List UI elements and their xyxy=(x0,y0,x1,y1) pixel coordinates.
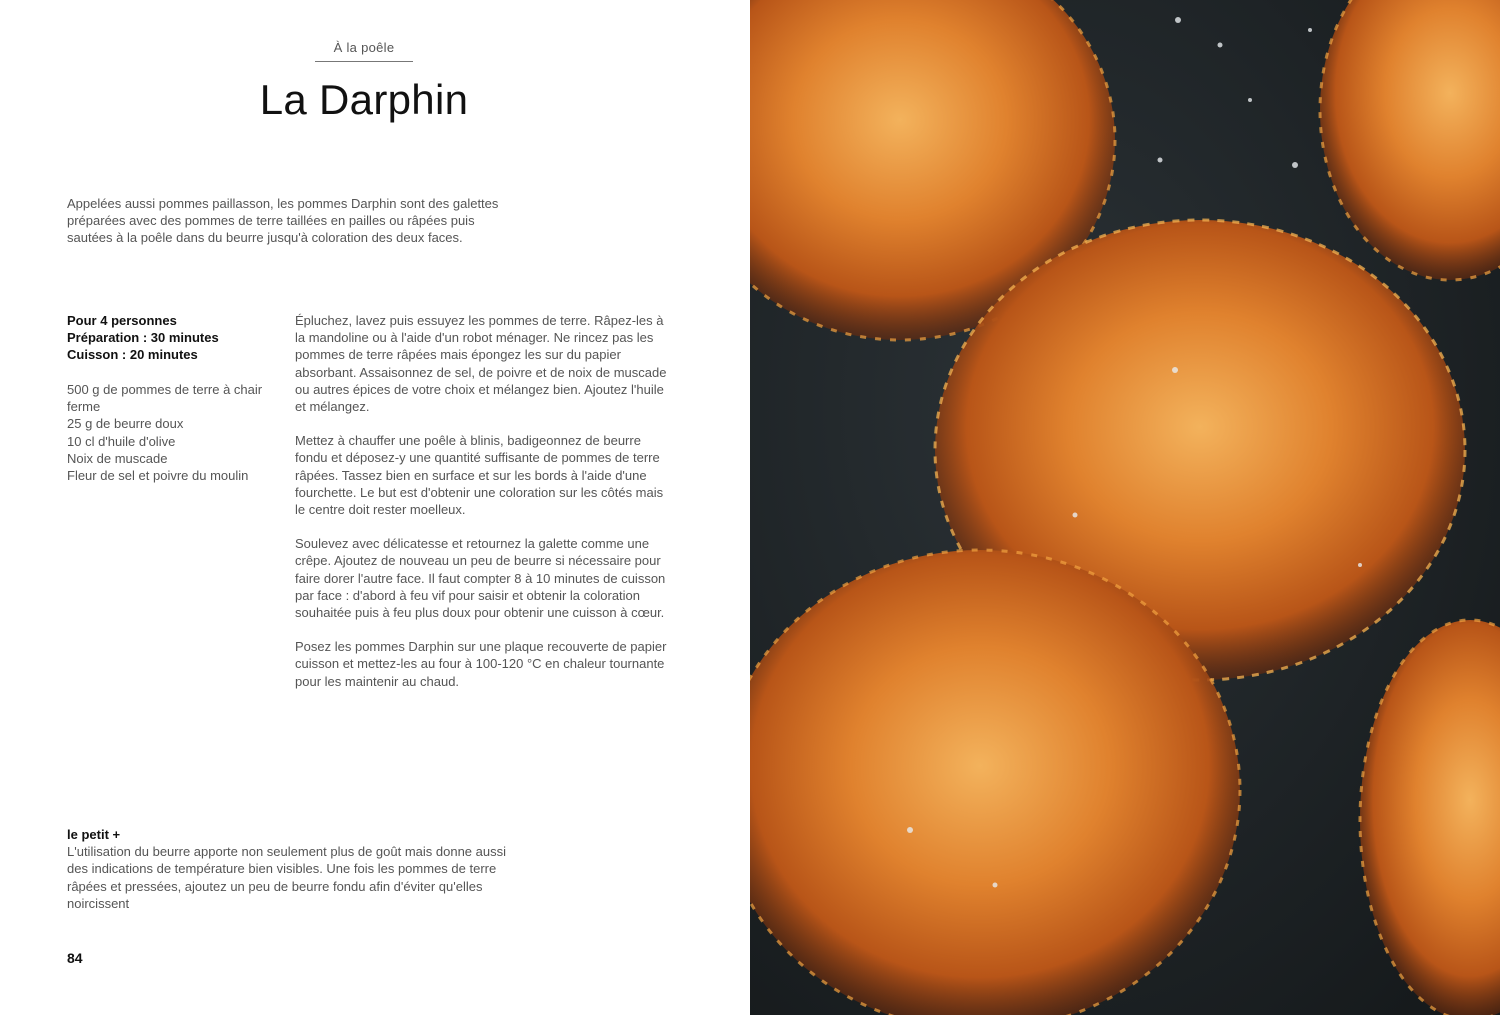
step-paragraph: Mettez à chauffer une poêle à blinis, badigeonnez de beurre fondu et déposez-y une quantité suffisante de pommes de terre râpées. Tassez bien en surface et sur les bords à l'aide d'une fourchette. Le but est d'obtenir une coloration sur les côtés mais le centre doit rester moelleux. xyxy=(295,433,664,518)
step-paragraph: Épluchez, lavez puis essuyez les pommes de terre. Râpez-les à la mandoline ou à l'aide d'un robot ménager. Ne rincez pas les pommes de terre râpées mais épongez les sur du papier absorbant. Assaisonnez de sel, de poivre et de noix de muscade ou autres épices de votre choix et mélangez bien. Ajoutez l'huile et mélangez. xyxy=(295,313,667,415)
food-photo xyxy=(750,0,1500,1015)
ingredient-item: Fleur de sel et poivre du moulin xyxy=(67,468,249,484)
tip-text: L'utilisation du beurre apporte non seulement plus de goût mais donne aussi des indications de température bien visibles. Une fois les pommes de terre râpées et pressées, ajoutez un peu de beurre fondu afin d'éviter qu'elles noircissent xyxy=(67,844,506,911)
tip-box xyxy=(67,826,517,912)
ingredient-item: 10 cl d'huile d'olive xyxy=(67,433,176,449)
recipe-title: La Darphin xyxy=(259,76,469,123)
section-label: À la poêle xyxy=(315,40,413,62)
ingredient-item: Noix de muscade xyxy=(67,450,168,466)
recipe-steps xyxy=(295,312,670,707)
cooking-time: Cuisson : 20 minutes xyxy=(67,347,198,363)
galettes-illustration xyxy=(750,0,1500,1015)
page-number: 84 xyxy=(67,950,83,966)
recipe-intro: Appelées aussi pommes paillasson, les pommes Darphin sont des galettes préparées avec des pommes de terre taillées en pailles ou râpées puis sautées à la poêle dans du beurre jusqu'à coloration des deux faces. xyxy=(67,196,499,246)
ingredients-list xyxy=(67,381,267,484)
ingredient-item: 25 g de beurre doux xyxy=(67,416,184,432)
servings: Pour 4 personnes xyxy=(67,313,177,328)
recipe-meta xyxy=(67,312,267,364)
tip-title: le petit + xyxy=(67,827,121,842)
preparation-time: Préparation : 30 minutes xyxy=(67,330,219,346)
step-paragraph: Posez les pommes Darphin sur une plaque recouverte de papier cuisson et mettez-les au four à 100-120 °C en chaleur tournante pour les maintenir au chaud. xyxy=(295,639,667,689)
ingredient-item: 500 g de pommes de terre à chair ferme xyxy=(67,382,263,415)
step-paragraph: Soulevez avec délicatesse et retournez la galette comme une crêpe. Ajoutez de nouveau un peu de beurre si nécessaire pour faire dorer l'autre face. Il faut compter 8 à 10 minutes de cuisson par face : d'abord à feu vif pour saisir et obtenir la coloration souhaitée puis à feu plus doux pour obtenir une cuisson à cœur. xyxy=(295,536,666,621)
